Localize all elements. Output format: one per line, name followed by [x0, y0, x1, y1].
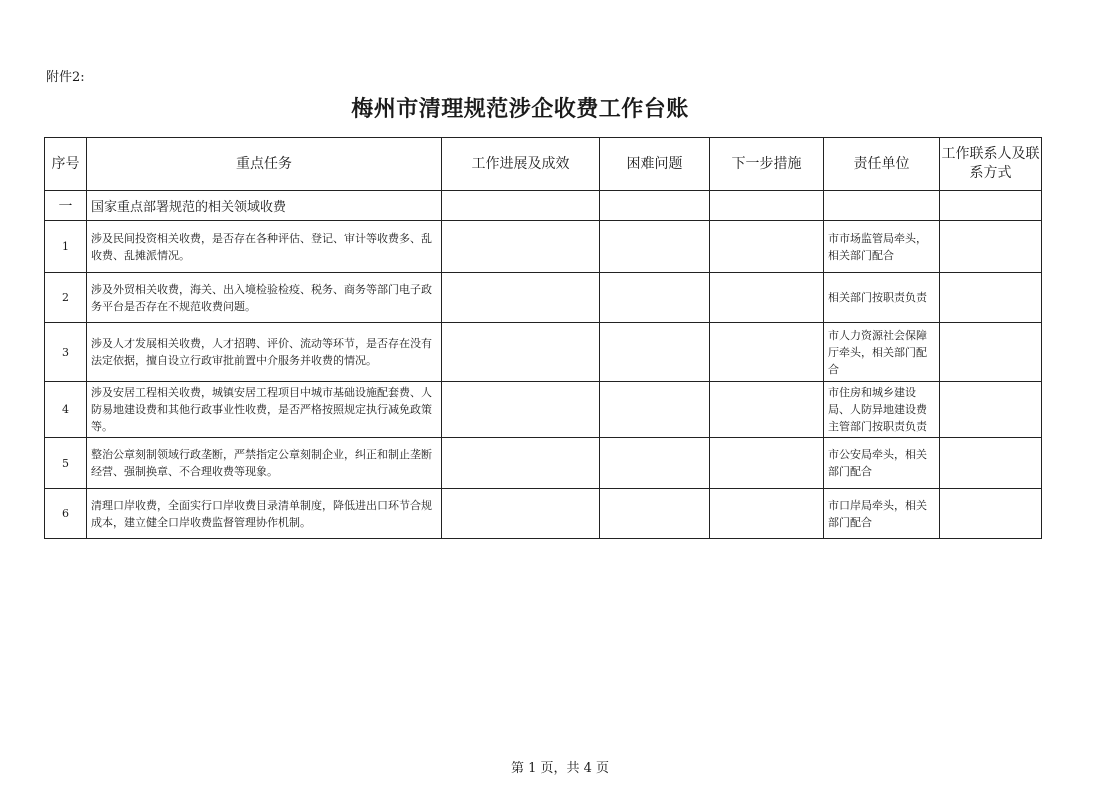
row-unit: 市口岸局牵头，相关部门配合	[824, 489, 940, 539]
row-seq: 4	[45, 382, 87, 438]
row-task: 涉及安居工程相关收费，城镇安居工程项目中城市基础设施配套费、人防易地建设费和其他行政事业性收费，是否严格按照规定执行减免政策等。	[87, 382, 442, 438]
section-task: 国家重点部署规范的相关领域收费	[87, 191, 442, 221]
row-contact-cell	[940, 221, 1042, 273]
work-ledger-table	[44, 137, 1042, 539]
section-difficulty-cell	[600, 191, 710, 221]
table-row	[45, 323, 1042, 382]
row-unit: 市人力资源社会保障厅牵头，相关部门配合	[824, 323, 940, 382]
attachment-label: 附件2:	[46, 70, 85, 85]
row-seq: 5	[45, 438, 87, 489]
row-difficulty-cell	[600, 221, 710, 273]
row-next-steps-cell	[710, 382, 824, 438]
row-seq: 3	[45, 323, 87, 382]
row-next-steps-cell	[710, 323, 824, 382]
table-header-row	[45, 138, 1042, 191]
row-task: 整治公章刻制领域行政垄断，严禁指定公章刻制企业，纠正和制止垄断经营、强制换章、不合理收费等现象。	[87, 438, 442, 489]
row-next-steps-cell	[710, 221, 824, 273]
row-seq: 6	[45, 489, 87, 539]
header-contact: 工作联系人及联系方式	[940, 138, 1042, 191]
header-difficulty: 困难问题	[600, 138, 710, 191]
page-title: 梅州市清理规范涉企收费工作台账	[351, 96, 689, 122]
section-next-steps-cell	[710, 191, 824, 221]
table-row	[45, 489, 1042, 539]
section-seq: 一	[45, 191, 87, 221]
section-progress-cell	[442, 191, 600, 221]
row-progress-cell	[442, 221, 600, 273]
row-task: 涉及人才发展相关收费，人才招聘、评价、流动等环节，是否存在没有法定依据，擅自设立行政审批前置中介服务并收费的情况。	[87, 323, 442, 382]
table-row	[45, 382, 1042, 438]
row-task: 涉及外贸相关收费，海关、出入境检验检疫、税务、商务等部门电子政务平台是否存在不规范收费问题。	[87, 273, 442, 323]
table-row	[45, 273, 1042, 323]
row-next-steps-cell	[710, 438, 824, 489]
row-progress-cell	[442, 489, 600, 539]
row-task: 清理口岸收费，全面实行口岸收费目录清单制度，降低进出口环节合规成本，建立健全口岸收费监督管理协作机制。	[87, 489, 442, 539]
row-seq: 2	[45, 273, 87, 323]
row-contact-cell	[940, 489, 1042, 539]
row-progress-cell	[442, 438, 600, 489]
row-contact-cell	[940, 323, 1042, 382]
row-contact-cell	[940, 382, 1042, 438]
row-difficulty-cell	[600, 489, 710, 539]
row-task: 涉及民间投资相关收费，是否存在各种评估、登记、审计等收费多、乱收费、乱摊派情况。	[87, 221, 442, 273]
row-progress-cell	[442, 273, 600, 323]
row-unit: 市公安局牵头，相关部门配合	[824, 438, 940, 489]
page-number-footer: 第 1 页，共 4 页	[510, 761, 610, 776]
row-contact-cell	[940, 273, 1042, 323]
section-contact-cell	[940, 191, 1042, 221]
row-difficulty-cell	[600, 323, 710, 382]
row-difficulty-cell	[600, 273, 710, 323]
row-difficulty-cell	[600, 382, 710, 438]
header-unit: 责任单位	[824, 138, 940, 191]
row-next-steps-cell	[710, 489, 824, 539]
row-next-steps-cell	[710, 273, 824, 323]
row-progress-cell	[442, 323, 600, 382]
row-unit: 市市场监管局牵头，相关部门配合	[824, 221, 940, 273]
row-unit: 相关部门按职责负责	[824, 273, 940, 323]
header-task: 重点任务	[87, 138, 442, 191]
row-progress-cell	[442, 382, 600, 438]
row-difficulty-cell	[600, 438, 710, 489]
header-seq: 序号	[45, 138, 87, 191]
table-row	[45, 438, 1042, 489]
row-contact-cell	[940, 438, 1042, 489]
header-next-steps: 下一步措施	[710, 138, 824, 191]
section-row	[45, 191, 1042, 221]
section-unit-cell	[824, 191, 940, 221]
row-unit: 市住房和城乡建设局、人防异地建设费主管部门按职责负责	[824, 382, 940, 438]
header-progress: 工作进展及成效	[442, 138, 600, 191]
row-seq: 1	[45, 221, 87, 273]
table-row	[45, 221, 1042, 273]
